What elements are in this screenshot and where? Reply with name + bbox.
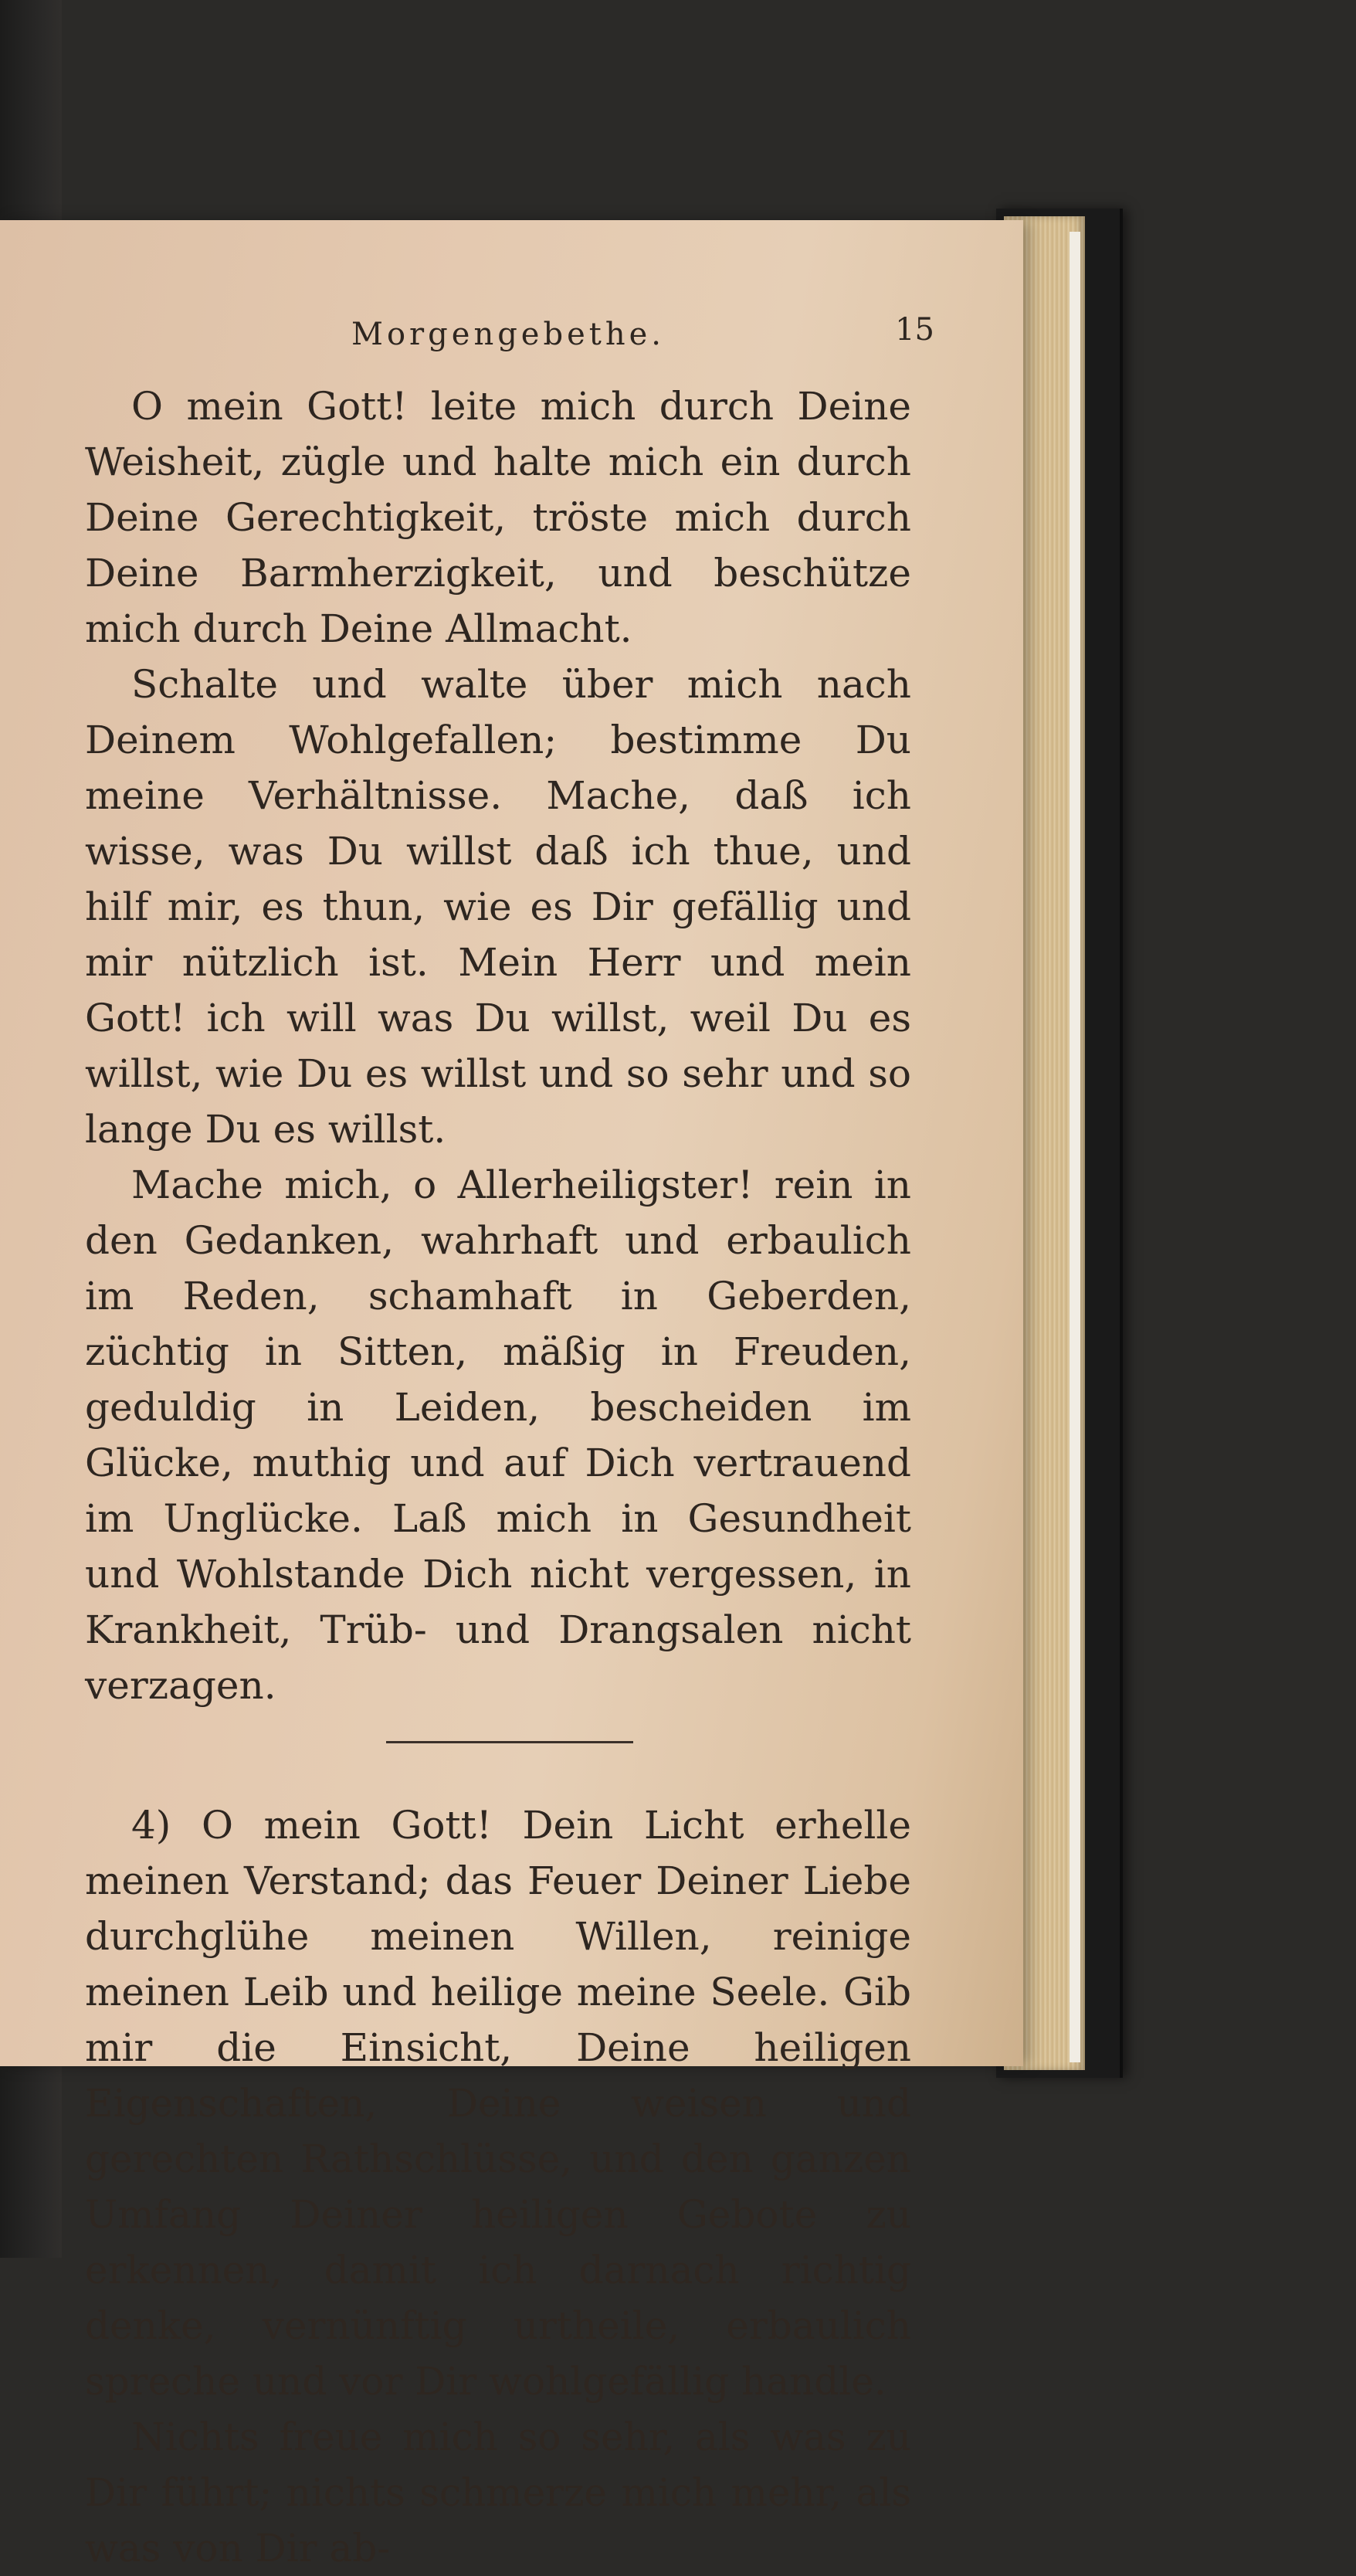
section-divider: [386, 1741, 633, 1743]
page-number: 15: [895, 312, 934, 348]
section-4: [85, 1797, 911, 2576]
page-text-block: [85, 312, 934, 2576]
paragraph-1: O mein Gott! leite mich durch Deine Weisheit, zügle und halte mich ein durch Deine Gerechtigkeit, tröste mich durch Deine Barmherzigkeit, und beschütze mich durch Deine Allmacht.: [85, 384, 911, 651]
running-title: Morgengebethe.: [351, 317, 665, 352]
section-4-paragraph-2: Nichts freue mich so sehr, als was zu Dir führt; nichts schmerze mich mehr, als was von Dir ab-: [85, 2415, 911, 2571]
page-header: [85, 312, 934, 378]
paragraph-3: Mache mich, o Allerheiligster! rein in den Gedanken, wahrhaft und erbaulich im Reden, schamhaft in Geberden, züchtig in Sitten, mäßig in Freuden, geduldig in Leiden, bescheiden im Glücke, muthig und auf Dich vertrauend im Unglücke. Laß mich in Gesundheit und Wohlstande Dich nicht vergessen, in Krankheit, Trüb- und Drangsalen nicht verzagen.: [85, 1162, 911, 1708]
page-edge-highlight: [1070, 232, 1080, 2062]
section-4-paragraph-1: 4) O mein Gott! Dein Licht erhelle meinen Verstand; das Feuer Deiner Liebe durchglühe meinen Willen, reinige meinen Leib und heilige meine Seele. Gib mir die Einsicht, Deine heiligen Eigenschaften, Deine weisen und gerechten Rathschlüsse, und den ganzen Umfang Deiner heiligen Gebote zu erkennen, damit ich darnach richtig denke, vernünftig urtheile, erbaulich spreche und vor Dir wohlgefällig handle.: [85, 1803, 911, 2404]
paragraph-2: Schalte und walte über mich nach Deinem Wohlgefallen; bestimme Du meine Verhältnisse. Mache, daß ich wisse, was Du willst daß ich thue, und hilf mir, es thun, wie es Dir gefällig und mir nützlich ist. Mein Herr und mein Gott! ich will was Du willst, weil Du es willst, wie Du es willst und so sehr und so lange Du es willst.: [85, 662, 911, 1152]
book-page: [0, 220, 1023, 2571]
